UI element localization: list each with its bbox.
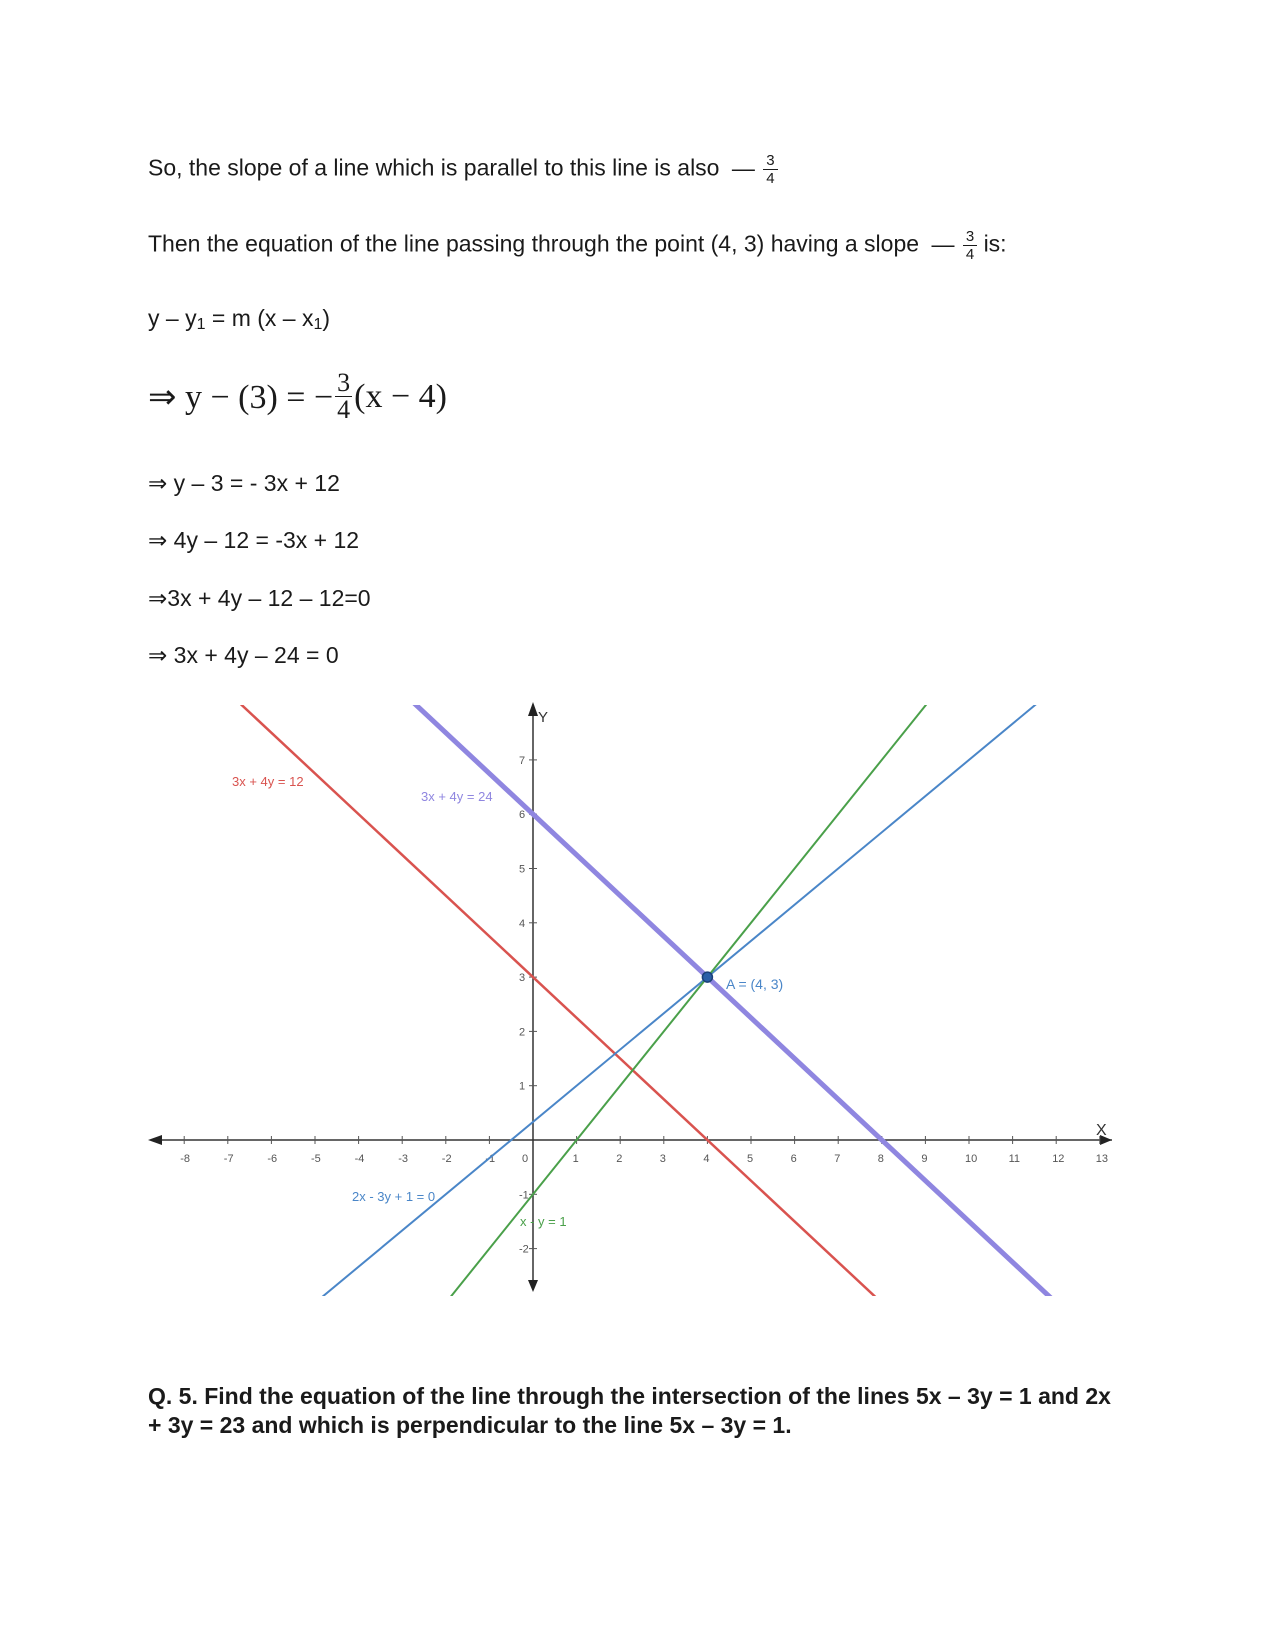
fraction-numerator: 3 — [337, 368, 351, 397]
line-3x-4y-24 — [141, 448, 1144, 1385]
line-label-purple: 3x + 4y = 24 — [421, 789, 493, 804]
line-x-y-1 — [141, 434, 1144, 1651]
y-tick-label: 5 — [519, 863, 526, 876]
subscript-one: 1 — [196, 316, 206, 333]
x-tick-label: 5 — [747, 1153, 754, 1165]
question-5: Q. 5. Find the equation of the line through the intersection of the lines 5x – 3y = 1 and 2x + 3y = 23 and which is perpendicular to the line 5x – 3y = 1. — [148, 1383, 1111, 1438]
x-tick-label: 8 — [877, 1153, 884, 1165]
equation-right: (x − 4) — [354, 377, 447, 415]
x-tick-label: -2 — [441, 1153, 452, 1165]
y-tick-label: 7 — [519, 754, 526, 767]
minus-sign: — — [931, 230, 955, 257]
equation-intro-text: Then the equation of the line passing through the point (4, 3) having a slope — [148, 230, 920, 257]
x-tick-label: -6 — [267, 1153, 278, 1165]
y-axis-label: Y — [538, 709, 549, 726]
x-tick-label: 4 — [703, 1153, 710, 1165]
formula-part: = m (x – x — [205, 305, 314, 331]
y-tick-label: 6 — [519, 809, 526, 822]
y-tick-label: -1 — [519, 1189, 529, 1202]
x-tick-label: -8 — [180, 1153, 190, 1165]
x-tick-label: 10 — [965, 1153, 978, 1165]
minus-sign: — — [731, 154, 755, 181]
x-tick-label: 7 — [834, 1153, 841, 1165]
fraction-denominator: 4 — [965, 246, 975, 263]
x-tick-label: 6 — [790, 1153, 797, 1165]
x-tick-label: -5 — [311, 1153, 321, 1165]
point-a-label: A = (4, 3) — [726, 976, 784, 992]
line-label-red: 3x + 4y = 12 — [232, 774, 304, 789]
step-2: ⇒ 4y – 12 = -3x + 12 — [148, 527, 360, 553]
step-3: ⇒3x + 4y – 12 – 12=0 — [148, 585, 371, 611]
y-axis — [528, 702, 548, 1292]
y-tick-label: 4 — [519, 917, 526, 930]
x-axis — [148, 1122, 1112, 1145]
fraction-denominator: 4 — [337, 395, 351, 424]
x-tick-label: -4 — [354, 1153, 365, 1165]
subscript-one: 1 — [313, 316, 323, 333]
graph-lines — [141, 434, 1144, 1651]
formula-part: y – y — [148, 305, 197, 331]
y-tick-label: 2 — [519, 1026, 526, 1039]
x-tick-label: 9 — [921, 1153, 928, 1165]
x-tick-label: -1 — [485, 1153, 496, 1165]
y-ticks — [519, 755, 537, 1256]
x-tick-label: -3 — [398, 1153, 408, 1165]
line-label-blue: 2x - 3y + 1 = 0 — [352, 1189, 436, 1204]
x-axis-label: X — [1096, 1122, 1107, 1139]
x-tick-label: 13 — [1095, 1153, 1109, 1165]
y-tick-label: -2 — [519, 1243, 529, 1256]
formula-part: ) — [322, 305, 331, 331]
fraction-numerator: 3 — [763, 152, 777, 170]
x-tick-label: 11 — [1008, 1153, 1021, 1165]
line-2x-3y-1 — [141, 615, 1144, 1448]
y-tick-label: 3 — [519, 972, 526, 985]
slope-statement-text: So, the slope of a line which is parallel to this line is also — [148, 154, 720, 181]
x-tick-label: -7 — [223, 1153, 234, 1165]
equation-intro-end: is: — [983, 230, 1007, 257]
equation-left: ⇒ y − (3) = − — [148, 378, 334, 416]
fraction-denominator: 4 — [766, 170, 775, 187]
x-tick-label: 2 — [616, 1153, 623, 1165]
point-a-marker — [702, 972, 712, 982]
y-tick-label: 1 — [519, 1080, 526, 1093]
step-1: ⇒ y – 3 = - 3x + 12 — [148, 470, 340, 496]
x-tick-label: 0 — [522, 1153, 529, 1165]
x-tick-label: 3 — [659, 1153, 666, 1165]
step-4: ⇒ 3x + 4y – 24 = 0 — [148, 642, 339, 668]
x-tick-label: 1 — [572, 1153, 579, 1165]
fraction-numerator: 3 — [963, 228, 977, 246]
line-label-green: x - y = 1 — [520, 1214, 567, 1229]
x-tick-label: 12 — [1052, 1153, 1065, 1165]
